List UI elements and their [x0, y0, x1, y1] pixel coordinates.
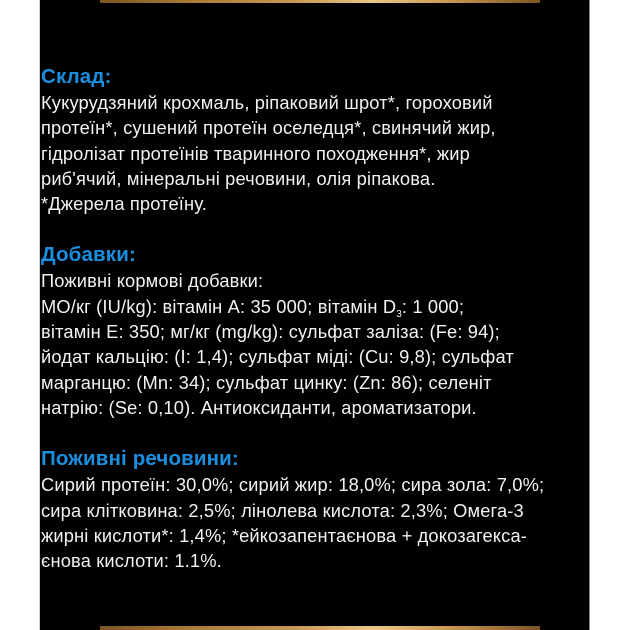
additives-vitamins-text-end: : 1 000;	[401, 295, 465, 317]
additives-line: вітамін Е: 350; мг/кг (mg/kg): сульфат заліза: (Fe: 94);	[41, 321, 500, 343]
composition-line: риб'ячий, мінеральні речовини, олія ріпакова.	[41, 167, 436, 189]
additives-section	[41, 241, 586, 420]
gold-divider-top	[100, 0, 540, 3]
nutrients-line: жирні кислоти*: 1,4%; *ейкозапентаєнова + докозагекса-	[41, 524, 528, 546]
gold-divider-bottom	[100, 626, 540, 630]
composition-section	[41, 63, 586, 216]
composition-line: Кукурудзяний крохмаль, ріпаковий шрот*, гороховий	[41, 92, 493, 113]
additives-line: марганцю: (Mn: 34); сульфат цинку: (Zn: 86); селеніт	[41, 371, 492, 393]
vitamin-d-subscript: 3	[396, 308, 402, 320]
additives-vitamins-line	[41, 294, 586, 319]
label-panel	[39, 0, 590, 630]
additives-heading: Добавки:	[41, 243, 136, 267]
additives-vitamins-text: МО/кг (IU/kg): вітамін А: 35 000; вітамін D	[41, 295, 397, 317]
nutrients-line: Сирий протеїн: 30,0%; сирий жир: 18,0%; сира зола: 7,0%;	[41, 474, 545, 496]
nutrients-section	[41, 445, 586, 573]
additives-line: Поживні кормові добавки:	[41, 270, 264, 292]
nutrients-heading: Поживні речовини:	[41, 447, 239, 471]
composition-heading: Склад:	[41, 65, 112, 88]
additives-line: йодат кальцію: (I: 1,4); сульфат міді: (Cu: 9,8); сульфат	[41, 346, 514, 368]
additives-line: натрію: (Se: 0,10). Антиоксиданти, ароматизатори.	[41, 396, 477, 418]
nutrients-line: єнова кислоти: 1.1%.	[41, 550, 222, 572]
composition-footnote: *Джерела протеїну.	[41, 193, 207, 215]
nutrients-line: сира клітковина: 2,5%; лінолева кислота: 2,3%; Омега-3	[41, 499, 524, 521]
composition-line: гідролізат протеїнів тваринного походження*, жир	[41, 142, 470, 164]
label-content	[41, 63, 586, 598]
composition-line: протеїн*, сушений протеїн оселедця*, свинячий жир,	[41, 117, 496, 139]
